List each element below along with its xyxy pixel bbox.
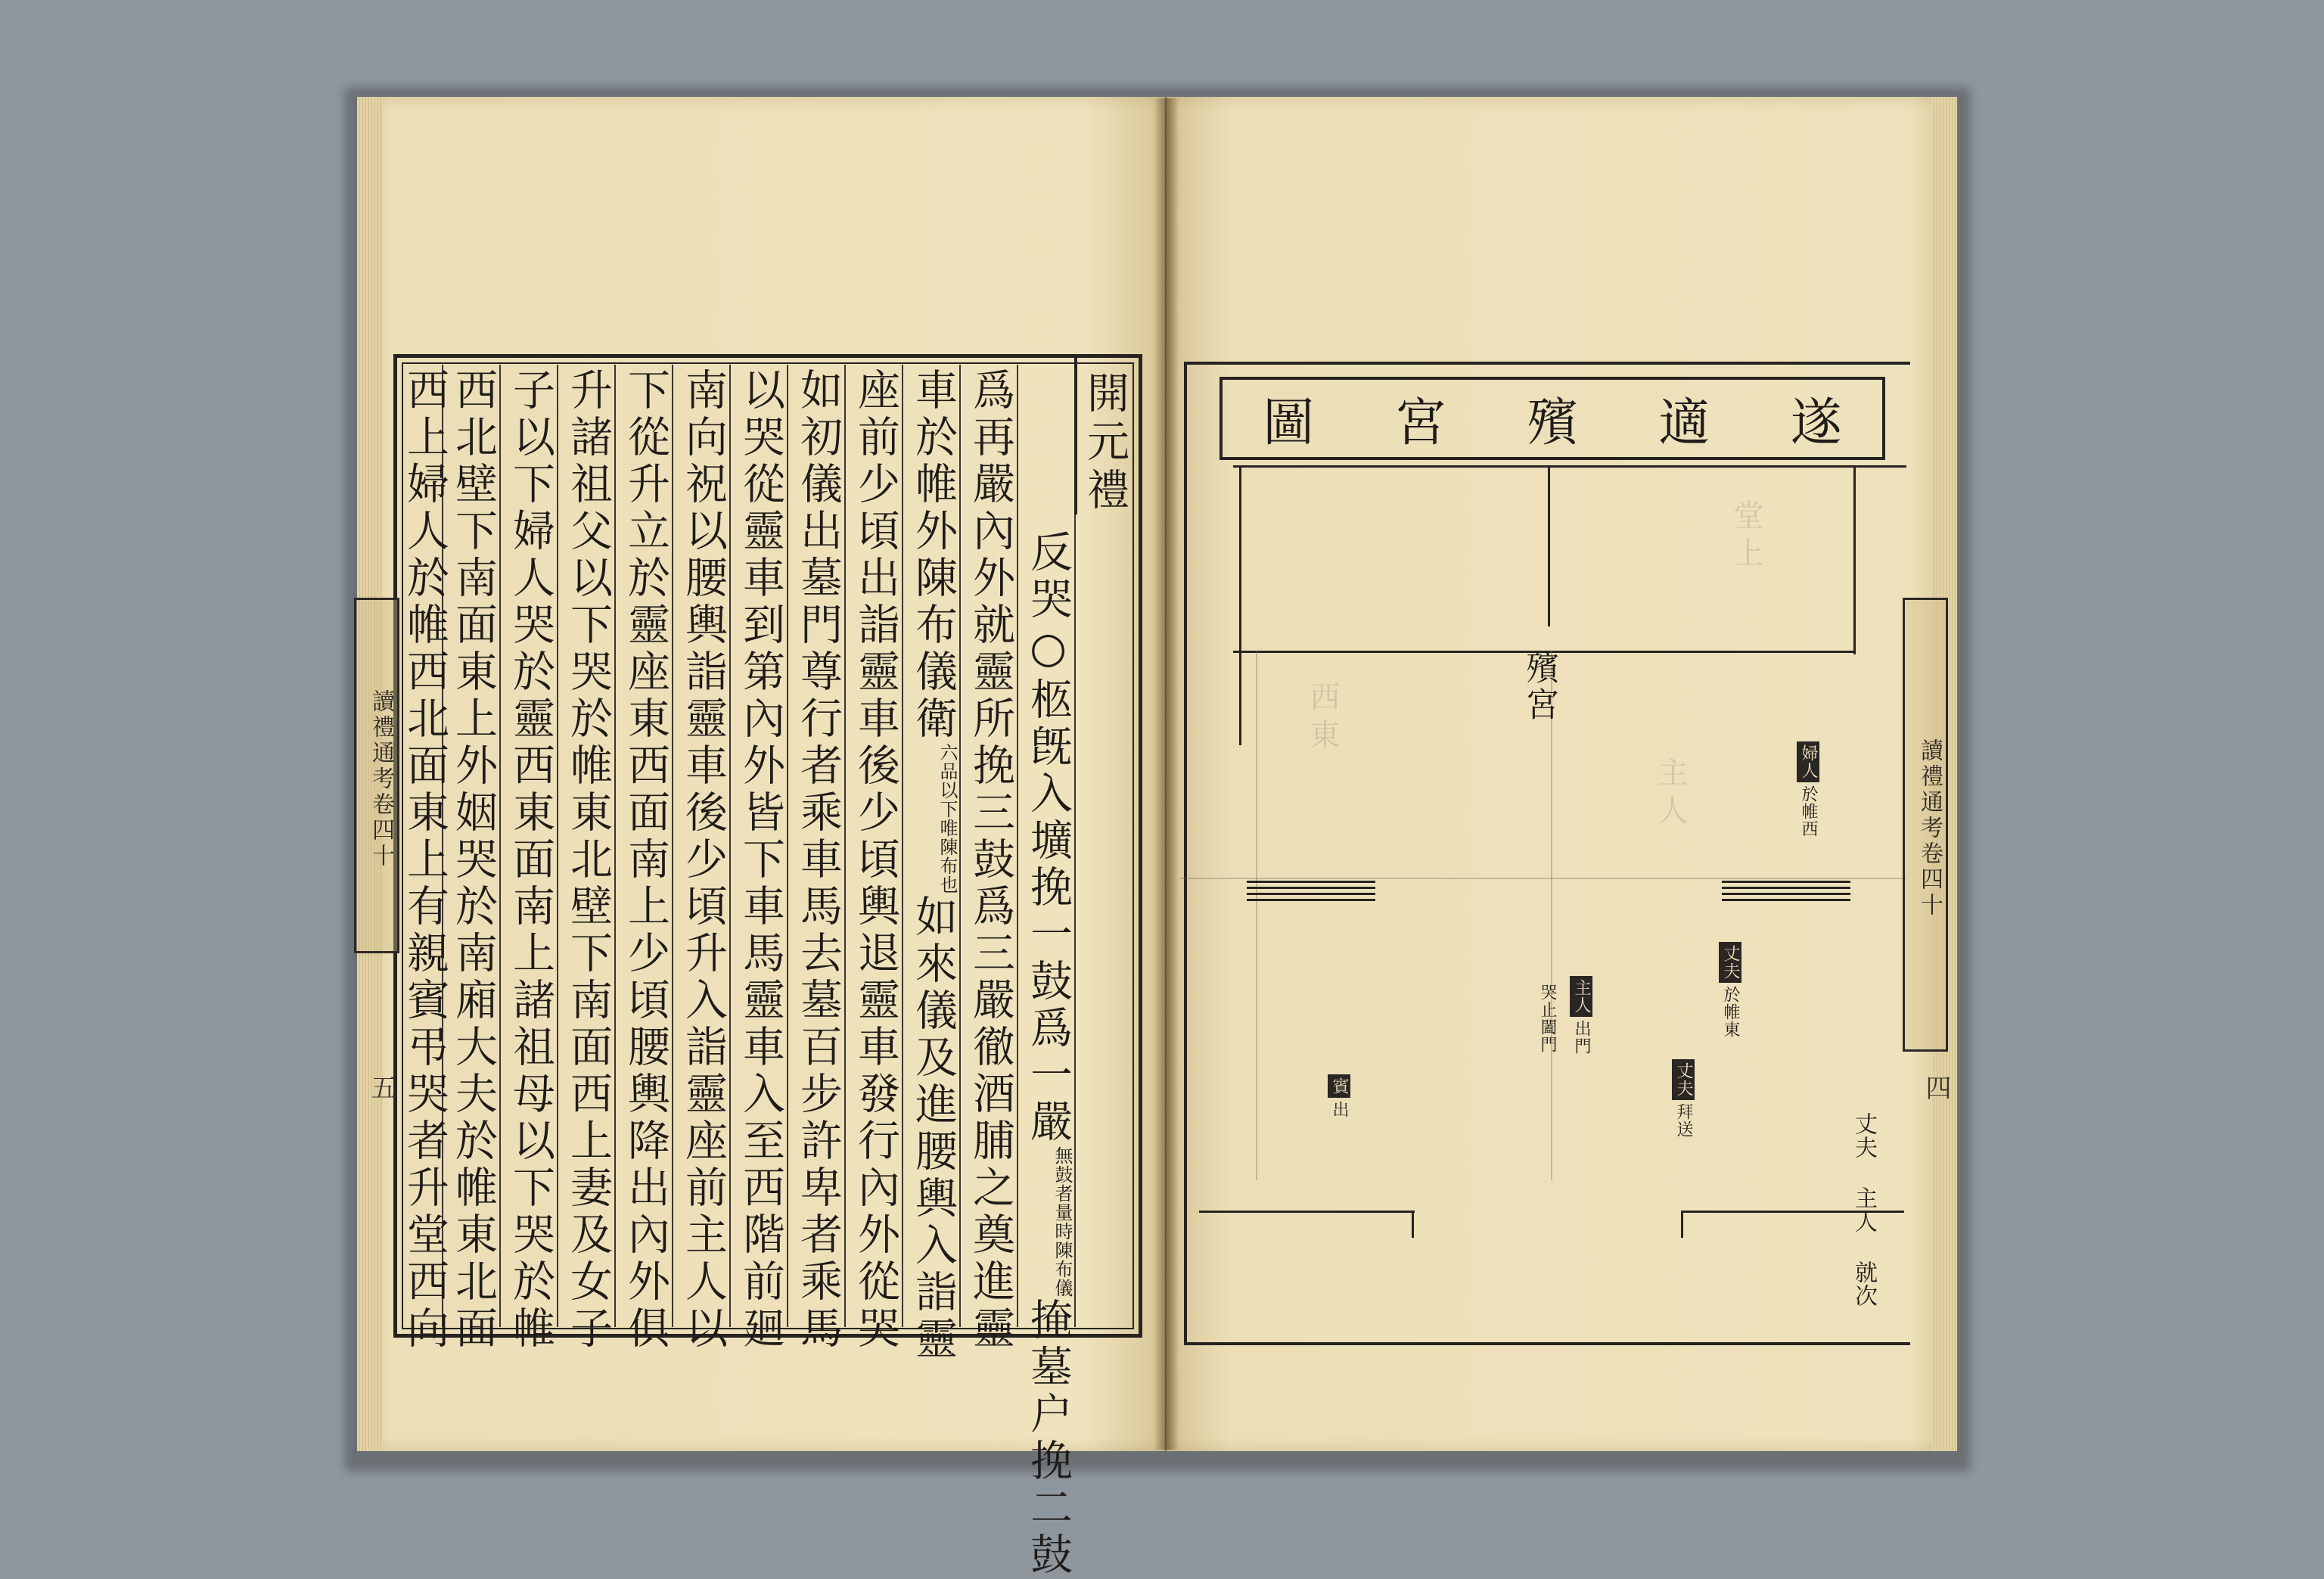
show-through-text: 堂上: [1729, 499, 1763, 575]
text-column-12: 西上婦人於帷西北面東上有親賓弔哭者升堂西向: [400, 368, 449, 1353]
gate-post-west: [1412, 1211, 1414, 1238]
right-fold-strip: 讀禮通考卷四十: [1903, 598, 1948, 1052]
diagram-title: [1219, 377, 1885, 460]
column-rule: [672, 365, 673, 1327]
tag-men-east: 丈夫 於帷東: [1719, 942, 1741, 1041]
west-steps: [1247, 881, 1375, 902]
tag-host-exit: 主人 出門: [1570, 976, 1592, 1058]
text-column-1: 反哭○柩旣入壙挽一鼓爲一嚴無鼓者量時陳布儀掩墓户挽二鼓: [1024, 530, 1073, 1579]
text-column-9: 升諸祖父以下哭於帷東北壁下南面西上妻及女子: [564, 368, 613, 1353]
hall-label: 殯宮: [1520, 651, 1558, 723]
gate-note: 哭止闔門: [1538, 984, 1557, 1053]
gate-post-east: [1681, 1211, 1683, 1238]
show-through-text: 主人: [1653, 757, 1688, 832]
courtyard-line: [1551, 651, 1552, 1180]
text-column-11: 西北壁下南面東上外姻哭於南廂大夫於帷東北面: [449, 368, 498, 1353]
text-column-4: 座前少頃出詣靈車後少頃輿退靈車發行內外從哭: [851, 368, 900, 1353]
show-through-text: 西東: [1305, 681, 1340, 757]
diagram-title-char: 圖: [1263, 393, 1315, 453]
right-page-number: 四: [1921, 1074, 1951, 1100]
tag-men-farewell: 丈夫 拜送: [1672, 1059, 1695, 1141]
section-heading: 開元禮: [1080, 371, 1129, 516]
text-column-5: 如初儀出墓門尊行者乘車馬去墓百步許卑者乘馬: [794, 368, 843, 1353]
column-rule: [614, 365, 616, 1327]
text-column-2: 爲再嚴內外就靈所挽三鼓爲三嚴徹酒脯之奠進靈: [966, 368, 1015, 1353]
text-column-8: 下從升立於靈座東西面南上少頃腰輿降出內外俱: [621, 368, 670, 1353]
corner-note: 丈夫 主人 就次: [1850, 1112, 1877, 1307]
book-gutter: [1154, 98, 1179, 1450]
column-rule: [729, 365, 731, 1327]
column-rule: [499, 365, 501, 1327]
text-column-6: 以哭從靈車到第內外皆下車馬靈車入至西階前廻: [736, 368, 785, 1353]
column-rule: [787, 365, 788, 1327]
column-rule: [557, 365, 558, 1327]
heading-divider: [1074, 356, 1077, 514]
diagram-title-char: 宮: [1394, 393, 1446, 453]
hall-west-wall: [1239, 465, 1241, 745]
hall-center-wall: [1548, 468, 1550, 626]
left-fold-strip: 讀禮通考卷四十: [354, 598, 399, 953]
east-steps: [1722, 881, 1850, 902]
courtyard-line: [1180, 878, 1906, 879]
tag-women-west: 婦人 於帷西: [1797, 741, 1819, 841]
hall-roof-line: [1233, 465, 1906, 468]
hall-east-wall: [1853, 465, 1856, 654]
left-page-number: 五: [366, 1074, 396, 1100]
diagram-title-char: 殯: [1526, 393, 1578, 453]
diagram-title-char: 遂: [1790, 393, 1842, 453]
courtyard-line: [1256, 651, 1257, 1180]
column-rule: [902, 365, 903, 1327]
diagram-title-char: 適: [1658, 393, 1710, 453]
tag-guest-exit: 賓 出: [1328, 1074, 1350, 1121]
interlinear-note: 無鼓者量時陳布儀: [1052, 1146, 1073, 1298]
column-rule: [1017, 365, 1018, 1327]
text-column-10: 子以下婦人哭於靈西東面南上諸祖母以下哭於帷: [506, 368, 555, 1353]
column-rule: [959, 365, 961, 1327]
gate-wall-west: [1199, 1211, 1415, 1213]
diagram-frame: [1184, 362, 1910, 1345]
column-rule: [844, 365, 846, 1327]
interlinear-note: 六品以下唯陳布也: [937, 743, 958, 894]
text-column-3: 車於帷外陳布儀衛六品以下唯陳布也如來儀及進腰輿入詣靈: [909, 368, 958, 1363]
text-column-7: 南向祝以腰輿詣靈車後少頃升入詣靈座前主人以: [679, 368, 728, 1353]
